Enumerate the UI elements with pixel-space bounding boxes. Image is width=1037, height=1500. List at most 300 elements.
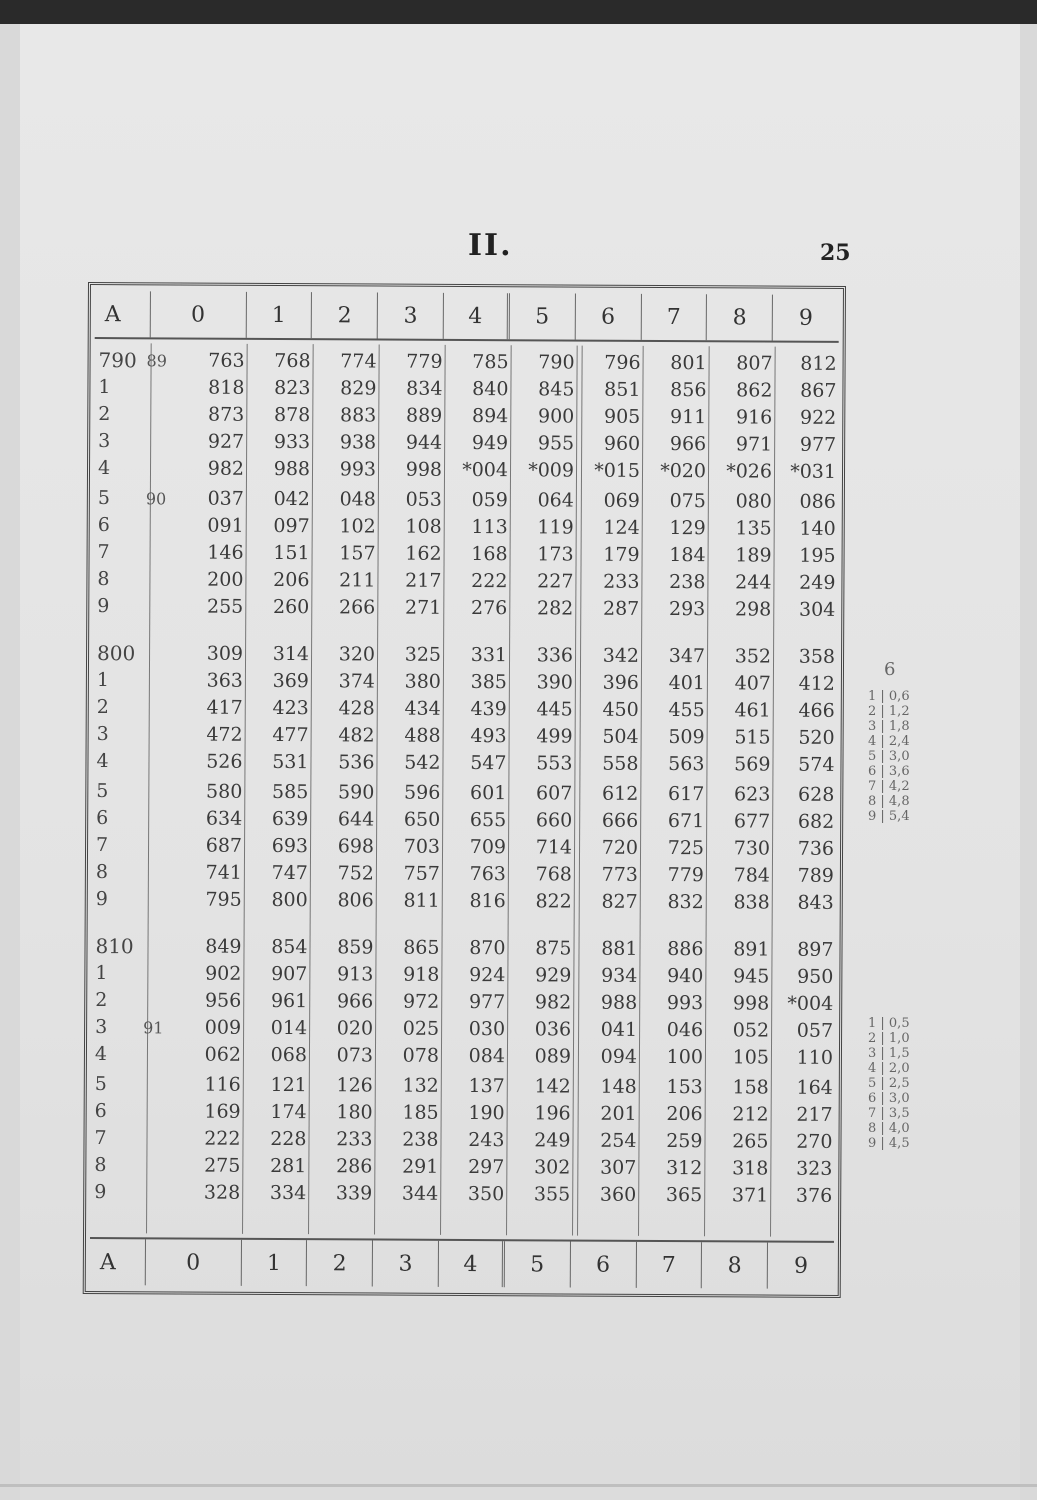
table-cell: 323 — [796, 1157, 833, 1180]
row-label: 1 — [96, 669, 110, 692]
header-col-9: 9 — [798, 305, 814, 331]
table-cell: 282 — [536, 597, 574, 620]
proportional-parts-line: 4 | 2,0 — [868, 1061, 910, 1076]
table-row — [91, 987, 835, 1017]
row-label: 5 — [96, 780, 109, 803]
table-row — [94, 374, 838, 404]
table-cell: 164 — [796, 1076, 833, 1099]
table-cell: 168 — [471, 543, 508, 566]
table-cell: 881 — [601, 937, 638, 960]
row-label: 1 — [95, 962, 108, 985]
table-cell: 924 — [469, 964, 506, 987]
table-cell: 344 — [401, 1182, 439, 1205]
table-cell: 849 — [205, 935, 242, 958]
table-cell: 823 — [274, 376, 311, 400]
table-cell: 763 — [469, 863, 506, 886]
table-cell: 385 — [470, 671, 507, 694]
table-cell: 971 — [735, 433, 773, 456]
proportional-parts-line: 6 | 3,6 — [868, 764, 910, 779]
table-row — [92, 832, 836, 862]
table-cell: 720 — [601, 836, 639, 859]
table-cell: 736 — [797, 837, 835, 860]
table-cell: 902 — [205, 962, 242, 985]
table-cell: 859 — [337, 936, 374, 959]
table-cell: 293 — [668, 598, 706, 621]
row-label: 9 — [97, 595, 110, 618]
table-cell: 816 — [469, 890, 506, 913]
table-cell: 883 — [339, 404, 377, 427]
table-cell: 553 — [536, 752, 573, 775]
table-cell: 151 — [273, 541, 310, 565]
table-cell: 840 — [472, 378, 509, 401]
table-cell: 907 — [271, 962, 308, 986]
proportional-parts-line: 3 | 1,8 — [868, 719, 910, 734]
table-cell: 334 — [269, 1181, 307, 1205]
table-cell: 834 — [406, 377, 443, 400]
table-cell: 297 — [468, 1156, 505, 1179]
table-cell: 612 — [602, 782, 639, 805]
table-cell: 222 — [204, 1127, 241, 1150]
table-cell: 843 — [797, 891, 834, 914]
row-label: 2 — [96, 696, 109, 719]
table-cell: 328 — [203, 1181, 241, 1204]
table-row — [91, 933, 835, 963]
table-cell: 302 — [534, 1156, 571, 1179]
table-row — [92, 778, 836, 808]
proportional-parts-table — [868, 659, 910, 824]
proportional-parts-line: 2 | 1,0 — [868, 1031, 910, 1046]
row-label: 9 — [94, 1181, 107, 1204]
table-cell: 998 — [405, 458, 443, 481]
table-cell: 569 — [734, 753, 771, 776]
table-cell: 180 — [336, 1101, 373, 1124]
table-cell: 807 — [736, 352, 773, 375]
table-cell: 355 — [533, 1183, 571, 1206]
table-cell: 607 — [536, 782, 573, 805]
proportional-parts-line: 6 | 3,0 — [868, 1091, 910, 1106]
table-row — [93, 721, 837, 751]
table-cell: 052 — [732, 1019, 770, 1042]
table-cell: 714 — [535, 836, 573, 859]
header-col-1: 1 — [246, 292, 312, 338]
table-cell: 228 — [270, 1127, 307, 1151]
table-cell: 677 — [733, 810, 771, 833]
table-cell: *009 — [528, 459, 575, 482]
footer-col-8: 8 — [702, 1242, 768, 1288]
table-cell: 867 — [800, 379, 837, 402]
table-cell: 873 — [207, 403, 245, 426]
row-label: 6 — [97, 514, 110, 537]
table-cell: 266 — [338, 596, 376, 619]
footer-col-6: 6 — [570, 1242, 636, 1288]
table-cell: 374 — [338, 670, 375, 693]
table-cell: 660 — [535, 809, 573, 832]
table-cell: 132 — [402, 1074, 439, 1097]
table-cell: 955 — [537, 432, 575, 455]
table-cell: 488 — [404, 724, 441, 747]
table-cell: 036 — [534, 1018, 572, 1041]
table-cell: 998 — [732, 992, 770, 1015]
table-cell: 966 — [669, 433, 707, 456]
table-cell: 200 — [207, 568, 244, 591]
table-cell: 173 — [537, 543, 574, 566]
table-cell: 369 — [272, 669, 309, 693]
table-cell: 800 — [271, 888, 308, 912]
table-cell: 089 — [534, 1045, 572, 1068]
table-cell: 900 — [537, 405, 575, 428]
header-col-6: 6 — [575, 294, 641, 340]
row-label: 3 — [95, 1016, 108, 1039]
table-cell: 030 — [468, 1018, 506, 1041]
proportional-parts-line: 4 | 2,4 — [868, 734, 910, 749]
page-number: 25 — [820, 240, 851, 266]
table-cell: 725 — [667, 837, 705, 860]
table-cell: 515 — [734, 726, 771, 749]
table-cell: 185 — [402, 1101, 439, 1124]
table-cell: 779 — [406, 350, 443, 373]
table-cell: 445 — [536, 698, 573, 721]
table-cell: 894 — [471, 405, 509, 428]
table-cell: 829 — [340, 377, 377, 400]
table-cell: 162 — [405, 542, 442, 565]
table-cell: 271 — [404, 596, 442, 619]
table-row — [90, 1125, 834, 1155]
table-cell: 944 — [405, 431, 443, 454]
table-cell: 169 — [204, 1100, 241, 1123]
table-cell: 304 — [798, 598, 836, 621]
table-cell: 461 — [734, 699, 771, 722]
proportional-parts-line: 8 | 4,8 — [868, 794, 910, 809]
table-row — [91, 1014, 835, 1044]
table-cell: 217 — [405, 569, 442, 592]
table-cell: 709 — [469, 836, 507, 859]
row-label: 7 — [94, 1127, 107, 1150]
table-cell: 774 — [340, 350, 377, 373]
table-row — [92, 748, 836, 778]
table-cell: 768 — [274, 349, 311, 373]
table-cell: 929 — [535, 964, 572, 987]
table-row — [93, 694, 837, 724]
table-cell: 281 — [270, 1154, 307, 1178]
header-col-5: 5 — [510, 293, 576, 339]
table-cell: 617 — [668, 783, 705, 806]
table-cell: 068 — [270, 1043, 308, 1067]
table-cell: 312 — [666, 1157, 703, 1180]
table-cell: 940 — [667, 965, 704, 988]
table-row — [91, 1098, 835, 1128]
table-row — [94, 485, 838, 515]
table-cell: 025 — [402, 1017, 440, 1040]
table-cell: 779 — [667, 864, 704, 887]
table-cell: 158 — [732, 1076, 769, 1099]
table-cell: 472 — [206, 723, 243, 746]
table-row — [92, 805, 836, 835]
table-row — [91, 1071, 835, 1101]
table-cell: 196 — [534, 1102, 571, 1125]
row-label: 7 — [95, 834, 109, 857]
table-cell: 966 — [336, 990, 374, 1013]
table-cell: 291 — [402, 1155, 439, 1178]
row-label: 3 — [96, 723, 109, 746]
table-row — [94, 428, 838, 458]
table-cell: 682 — [797, 810, 835, 833]
footer-col-a: A — [90, 1239, 146, 1285]
table-cell: 845 — [538, 378, 575, 401]
table-cell: 126 — [336, 1074, 373, 1097]
table-cell: 227 — [537, 570, 574, 593]
table-cell: 078 — [402, 1044, 440, 1067]
table-cell: 703 — [403, 835, 441, 858]
table-cell: 238 — [402, 1128, 439, 1151]
table-cell: 795 — [205, 888, 242, 911]
table-cell: 417 — [206, 696, 243, 719]
table-cell: 396 — [602, 671, 639, 694]
table-cell: 091 — [207, 514, 244, 537]
table-cell: 466 — [798, 699, 835, 722]
table-cell: 862 — [736, 379, 773, 402]
table-row — [93, 667, 837, 697]
table-cell: 331 — [470, 644, 508, 667]
table-cell: 865 — [403, 936, 440, 959]
table-cell: 838 — [733, 891, 770, 914]
table-cell: 547 — [470, 752, 507, 775]
table-cell: 822 — [535, 890, 572, 913]
table-cell: 080 — [735, 490, 772, 513]
table-cell: 428 — [338, 697, 375, 720]
table-cell: 563 — [668, 753, 705, 776]
table-cell: 590 — [338, 781, 375, 804]
table-cell: 041 — [600, 1018, 638, 1041]
table-cell: 259 — [666, 1130, 703, 1153]
footer-col-5: 5 — [505, 1241, 571, 1287]
table-cell: 287 — [602, 597, 640, 620]
table-cell: 401 — [668, 672, 705, 695]
table-row — [90, 1179, 834, 1209]
table-cell: 812 — [800, 352, 837, 375]
table-cell: 094 — [600, 1045, 638, 1068]
table-cell: 009 — [204, 1016, 242, 1039]
table-cell: 376 — [795, 1184, 833, 1207]
table-cell: 135 — [735, 517, 772, 540]
table-cell: 520 — [798, 726, 835, 749]
table-cell: 365 — [665, 1184, 703, 1207]
table-row — [94, 512, 838, 542]
proportional-parts-line: 8 | 4,0 — [868, 1121, 910, 1136]
table-cell: 206 — [666, 1103, 703, 1126]
mantissa-prefix: 90 — [145, 488, 167, 508]
table-cell: 363 — [206, 669, 243, 692]
table-cell: 102 — [339, 515, 376, 538]
row-label: 8 — [94, 1154, 107, 1177]
table-cell: 504 — [602, 725, 639, 748]
proportional-parts-line: 2 | 1,2 — [868, 704, 910, 719]
table-body — [90, 343, 839, 1237]
table-cell: 270 — [796, 1130, 833, 1153]
table-cell: 275 — [204, 1154, 241, 1177]
row-label: 4 — [94, 1043, 108, 1066]
table-cell: 870 — [469, 937, 506, 960]
table-cell: 526 — [206, 750, 243, 773]
table-cell: 255 — [206, 595, 244, 618]
table-cell: 108 — [405, 515, 442, 538]
table-cell: 358 — [798, 645, 836, 668]
table-cell: 818 — [208, 376, 245, 399]
table-cell: 801 — [670, 352, 707, 375]
row-label: 3 — [98, 430, 111, 453]
table-cell: 886 — [667, 938, 704, 961]
table-cell: 875 — [535, 937, 572, 960]
table-cell: 201 — [600, 1102, 637, 1125]
table-cell: 042 — [273, 487, 310, 511]
table-cell: 856 — [670, 379, 707, 402]
table-cell: 129 — [669, 517, 706, 540]
table-row — [90, 1152, 834, 1182]
table-cell: 693 — [271, 834, 309, 858]
table-cell: 059 — [471, 489, 508, 512]
table-cell: 977 — [799, 433, 837, 456]
table-cell: 574 — [798, 753, 835, 776]
table-cell: 153 — [666, 1076, 703, 1099]
table-row — [91, 1041, 835, 1071]
table-cell: 851 — [604, 378, 641, 401]
mantissa-prefix: 89 — [146, 350, 167, 370]
table-cell: 585 — [272, 780, 309, 804]
table-cell: 350 — [467, 1183, 505, 1206]
footer-col-4: 4 — [439, 1241, 505, 1287]
table-row — [92, 859, 836, 889]
table-cell: 993 — [666, 992, 704, 1015]
table-cell: 450 — [602, 698, 639, 721]
table-cell: 020 — [336, 1017, 374, 1040]
section-heading: II. — [468, 228, 513, 263]
table-cell: 956 — [204, 989, 242, 1012]
table-cell: 655 — [469, 809, 507, 832]
table-cell: 789 — [797, 864, 834, 887]
table-cell: 148 — [600, 1075, 637, 1098]
table-cell: 233 — [603, 570, 640, 593]
table-cell: 360 — [599, 1183, 637, 1206]
table-cell: 233 — [336, 1128, 373, 1151]
header-col-7: 7 — [641, 294, 707, 340]
row-label: 6 — [94, 1100, 107, 1123]
table-cell: 390 — [536, 671, 573, 694]
table-cell: 057 — [796, 1019, 834, 1042]
table-cell: *004 — [462, 458, 509, 482]
proportional-parts-line: 7 | 3,5 — [868, 1106, 910, 1121]
table-cell: 493 — [470, 725, 507, 748]
table-cell: 988 — [273, 457, 311, 481]
table-cell: 116 — [204, 1073, 241, 1096]
table-row — [92, 886, 836, 916]
table-cell: 897 — [797, 938, 834, 961]
table-cell: 105 — [732, 1046, 770, 1069]
table-footer — [90, 1237, 834, 1289]
table-cell: 918 — [403, 963, 440, 986]
table-cell: 211 — [339, 569, 376, 592]
proportional-parts-line: 5 | 3,0 — [868, 749, 910, 764]
row-label: 5 — [94, 1073, 107, 1096]
table-cell: 905 — [603, 405, 641, 428]
footer-col-9: 9 — [793, 1253, 809, 1279]
table-cell: 639 — [271, 807, 309, 831]
table-cell: 434 — [404, 697, 441, 720]
row-label: 5 — [97, 487, 111, 510]
row-label: 8 — [97, 568, 110, 591]
table-cell: 988 — [600, 991, 638, 1014]
proportional-parts-line: 1 | 0,6 — [868, 689, 910, 704]
table-cell: 307 — [600, 1156, 637, 1179]
row-label: 6 — [96, 807, 109, 830]
table-row — [93, 566, 837, 596]
table-cell: 439 — [470, 698, 507, 721]
table-cell: 146 — [207, 541, 244, 564]
table-cell: 407 — [734, 672, 771, 695]
proportional-parts-title: 6 — [884, 659, 896, 680]
proportional-parts-line: 1 | 0,5 — [868, 1016, 910, 1031]
table-cell: 977 — [468, 991, 506, 1014]
table-cell: 960 — [603, 432, 641, 455]
table-cell: 933 — [273, 430, 311, 454]
row-label: 8 — [95, 861, 109, 884]
table-cell: 062 — [204, 1043, 242, 1066]
table-cell: 580 — [206, 780, 243, 803]
table-cell: 650 — [403, 808, 441, 831]
table-cell: 482 — [338, 724, 375, 747]
table-cell: 934 — [601, 964, 638, 987]
table-cell: 121 — [270, 1073, 307, 1097]
table-row — [94, 455, 838, 485]
table-row — [94, 401, 838, 431]
table-cell: 309 — [206, 642, 244, 665]
table-cell: 140 — [799, 517, 836, 540]
table-cell: 687 — [205, 834, 243, 857]
table-cell: 179 — [603, 543, 640, 566]
row-label: 2 — [98, 403, 111, 426]
table-cell: 671 — [667, 810, 705, 833]
table-cell: 014 — [270, 1016, 308, 1040]
table-cell: 325 — [404, 643, 442, 666]
table-cell: 832 — [667, 891, 704, 914]
table-cell: 184 — [669, 544, 706, 567]
table-cell: 768 — [535, 863, 572, 886]
footer-col-7: 7 — [636, 1242, 702, 1288]
table-cell: 244 — [735, 571, 772, 594]
table-cell: *004 — [787, 992, 834, 1015]
table-cell: 509 — [668, 726, 705, 749]
proportional-parts-table — [868, 1016, 910, 1151]
table-cell: 347 — [668, 645, 706, 668]
footer-col-2: 2 — [307, 1240, 373, 1286]
table-cell: 949 — [471, 432, 509, 455]
table-cell: 046 — [666, 1019, 704, 1042]
table-cell: 110 — [796, 1046, 834, 1069]
table-cell: 536 — [338, 751, 375, 774]
table-cell: 286 — [336, 1155, 373, 1178]
row-label: 4 — [97, 457, 111, 480]
table-cell: 623 — [734, 783, 771, 806]
table-cell: 982 — [534, 991, 572, 1014]
table-row — [93, 640, 837, 670]
table-cell: 741 — [205, 861, 242, 884]
table-cell: 666 — [601, 809, 639, 832]
row-label: 790 — [98, 348, 137, 373]
table-cell: 763 — [208, 349, 245, 372]
table-cell: 698 — [337, 835, 375, 858]
table-cell: 137 — [468, 1075, 505, 1098]
table-cell: 784 — [733, 864, 770, 887]
table-cell: 238 — [669, 571, 706, 594]
row-label: 4 — [96, 750, 109, 773]
